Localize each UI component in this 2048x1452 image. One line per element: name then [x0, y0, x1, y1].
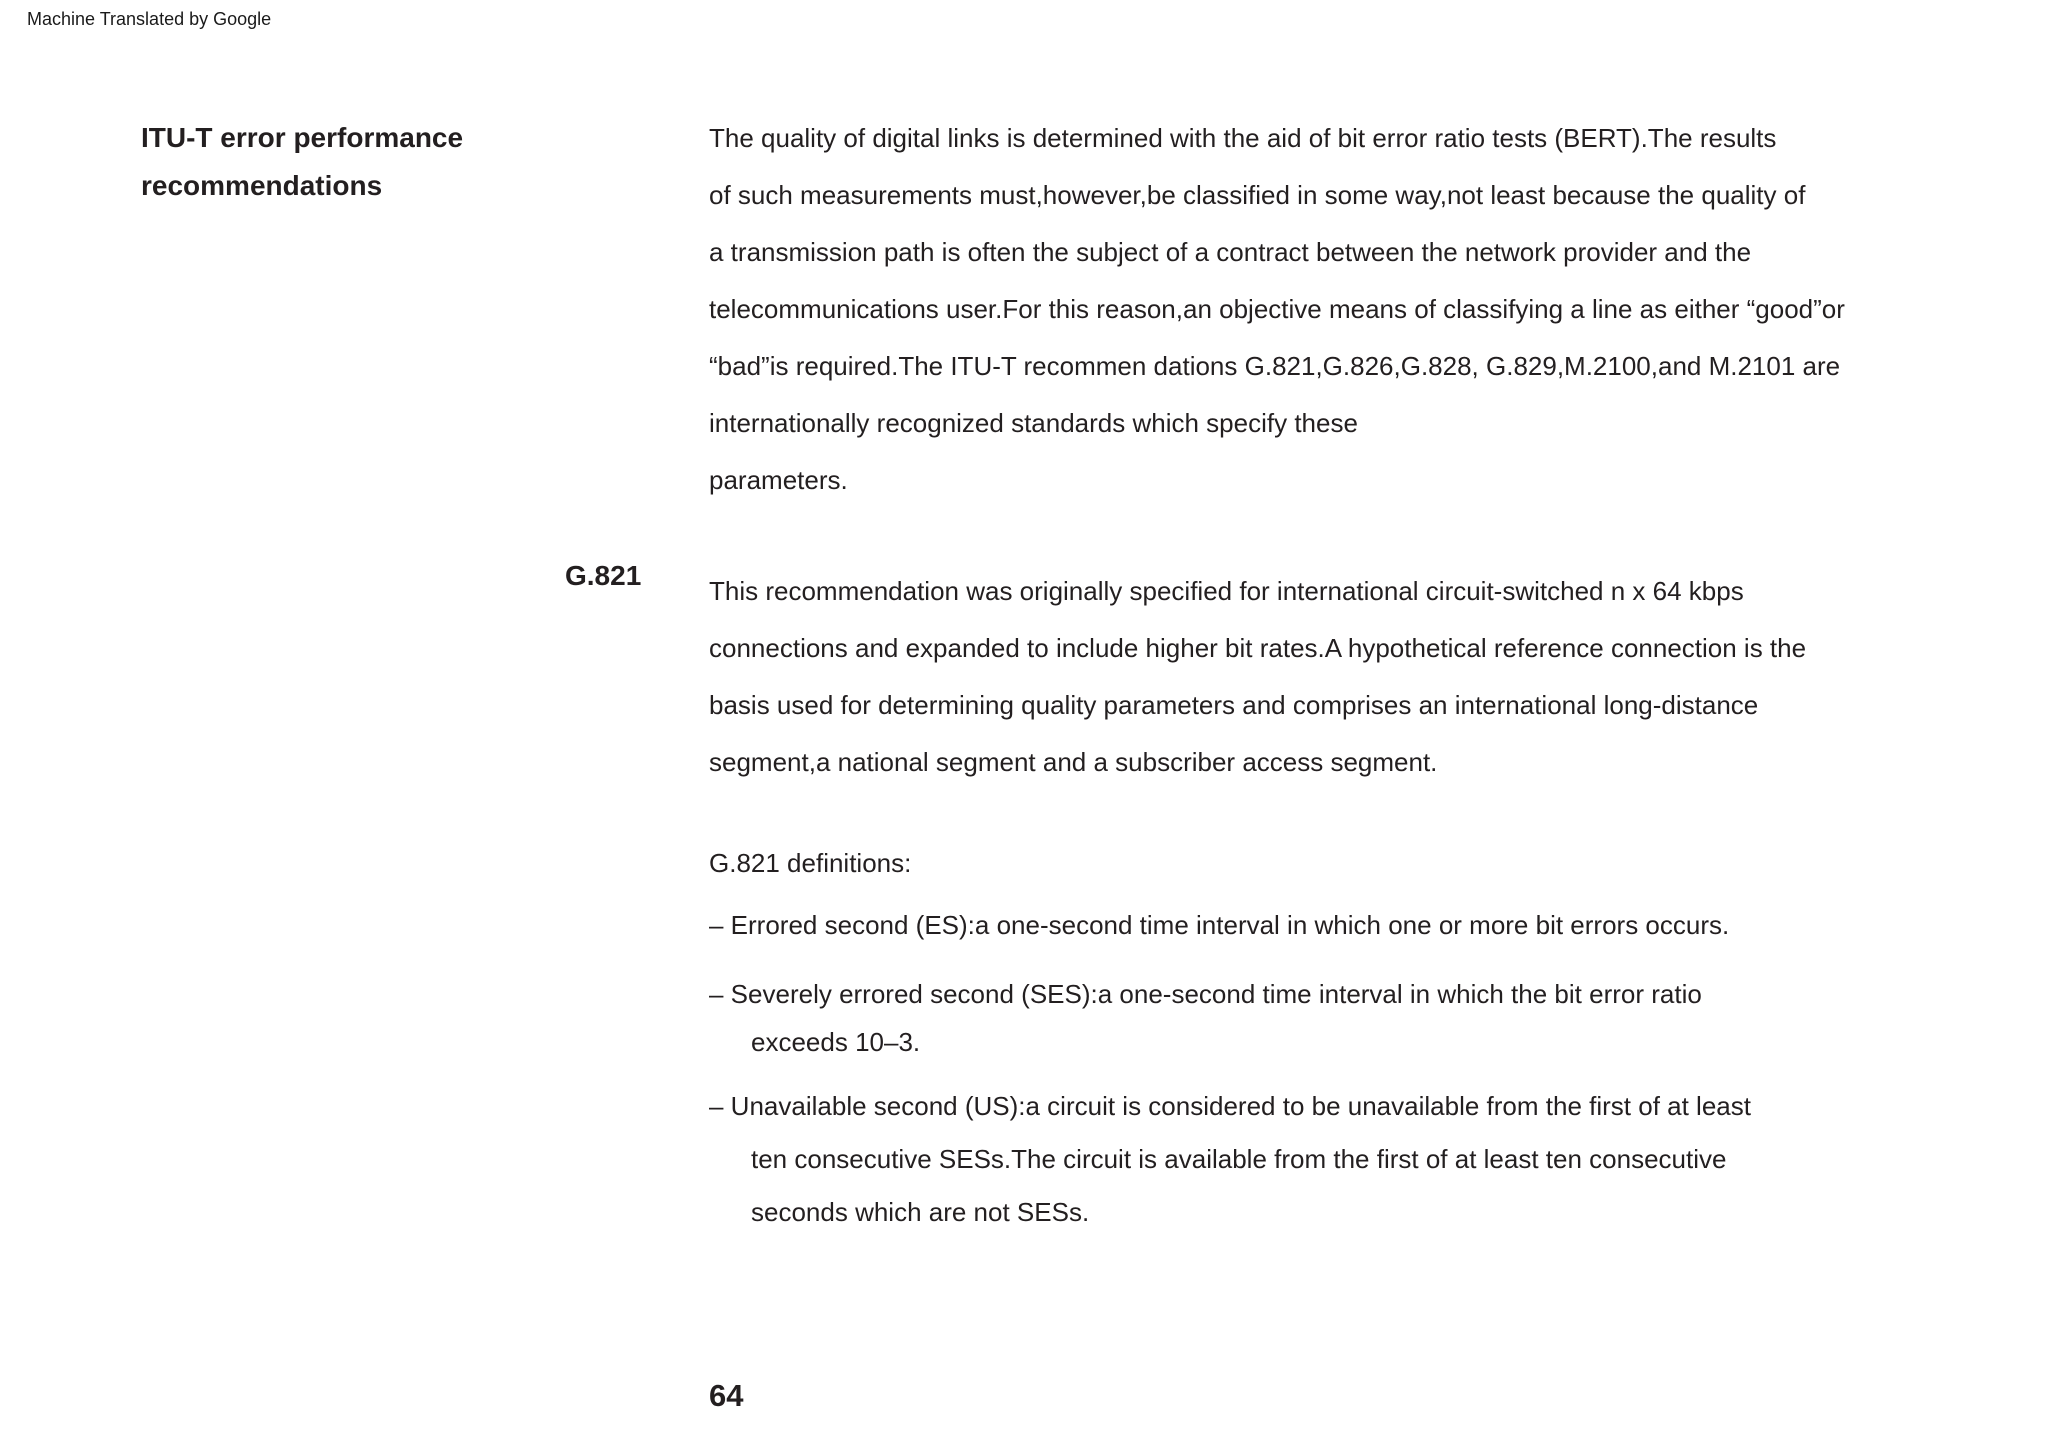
paragraph-line: of such measurements must,however,be classified in some way,not least because the quality of: [709, 180, 1806, 210]
paragraph-line: telecommunications user.For this reason,an objective means of classifying a line as either “good”or: [709, 294, 1845, 324]
paragraph-line: parameters.: [709, 465, 848, 495]
paragraph-line: basis used for determining quality parameters and comprises an international long-distance: [709, 690, 1759, 720]
g821-paragraph: [709, 563, 1806, 791]
definition-severely-errored-second: [709, 970, 1702, 1066]
section-title-line: recommendations: [141, 170, 383, 201]
definition-unavailable-second: [709, 1080, 1751, 1239]
paragraph-line: connections and expanded to include higher bit rates.A hypothetical reference connection is the: [709, 633, 1807, 663]
paragraph-line: internationally recognized standards which specify these: [709, 408, 1358, 438]
definition-line: – Severely errored second (SES):a one-second time interval in which the bit error ratio: [709, 979, 1702, 1009]
definition-line: ten consecutive SESs.The circuit is available from the first of at least ten consecutive: [751, 1144, 1727, 1174]
section-title: [141, 114, 463, 210]
definitions-heading: G.821 definitions:: [709, 848, 912, 878]
translation-banner: Machine Translated by Google: [27, 9, 272, 29]
section-title-line: ITU-T error performance: [141, 122, 464, 153]
paragraph-line: The quality of digital links is determined with the aid of bit error ratio tests (BERT).The results: [709, 123, 1777, 153]
definition-line: seconds which are not SESs.: [751, 1197, 1090, 1227]
paragraph-line: “bad”is required.The ITU-T recommen dations G.821,G.826,G.828, G.829,M.2100,and M.2101 are: [709, 351, 1841, 381]
paragraph-line: segment,a national segment and a subscriber access segment.: [709, 747, 1438, 777]
definition-line: exceeds 10–3.: [751, 1027, 921, 1057]
definition-line: – Errored second (ES):a one-second time interval in which one or more bit errors occurs.: [709, 910, 1730, 940]
definition-errored-second: [709, 910, 1729, 941]
page-number: 64: [709, 1378, 744, 1413]
definition-line: – Unavailable second (US):a circuit is considered to be unavailable from the first of at least: [709, 1091, 1751, 1121]
g821-side-heading: G.821: [565, 560, 642, 591]
paragraph-line: This recommendation was originally specified for international circuit-switched n x 64 kbps: [709, 576, 1744, 606]
paragraph-line: a transmission path is often the subject of a contract between the network provider and the: [709, 237, 1752, 267]
intro-paragraph: [709, 110, 1845, 509]
